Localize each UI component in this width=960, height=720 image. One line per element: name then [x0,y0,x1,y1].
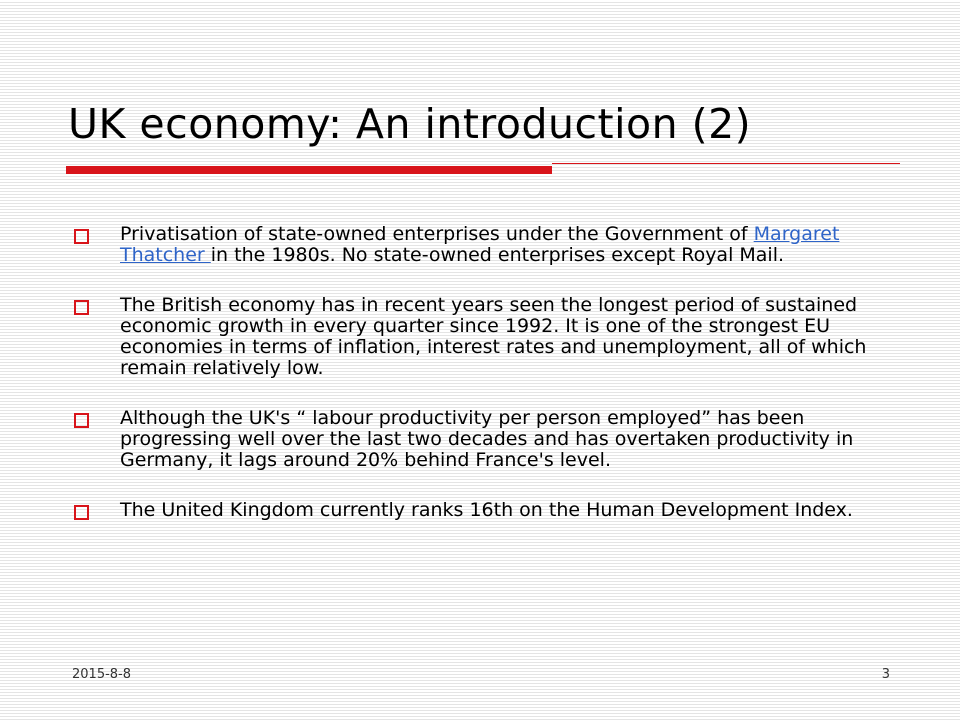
page-number: 3 [881,667,890,682]
bullet-list [72,224,902,550]
hollow-square-icon [74,300,89,315]
bullet-item-hdi [72,500,902,521]
title-underline-rule [552,163,900,164]
footer-date: 2015-8-8 [72,667,132,682]
hollow-square-icon [74,505,89,520]
hollow-square-icon [74,413,89,428]
bullet-text [120,224,902,266]
hollow-square-icon [74,229,89,244]
bullet-text: The British economy has in recent years seen the longest period of sustained economic growth in every quarter since 1992. It is one of the strongest EU economies in terms of inflation, interest rates and unemployment, all of which remain relatively low. [120,294,867,379]
bullet-text-pre: Privatisation of state-owned enterprises under the Government of [120,223,754,245]
title-underline-bar [66,166,552,174]
bullet-item-growth [72,295,902,379]
bullet-item-privatisation [72,224,902,266]
bullet-text: The United Kingdom currently ranks 16th on the Human Development Index. [120,499,853,521]
bullet-item-productivity [72,408,902,471]
margaret-thatcher-link[interactable]: Margaret Thatcher [120,223,840,266]
bullet-text: Although the UK's “ labour productivity per person employed” has been progressing well over the last two decades and has overtaken productivity in Germany, it lags around 20% behind France's level. [120,407,854,471]
slide-title: UK economy: An introduction (2) [68,100,752,148]
bullet-text-post: in the 1980s. No state-owned enterprises except Royal Mail. [210,244,785,266]
